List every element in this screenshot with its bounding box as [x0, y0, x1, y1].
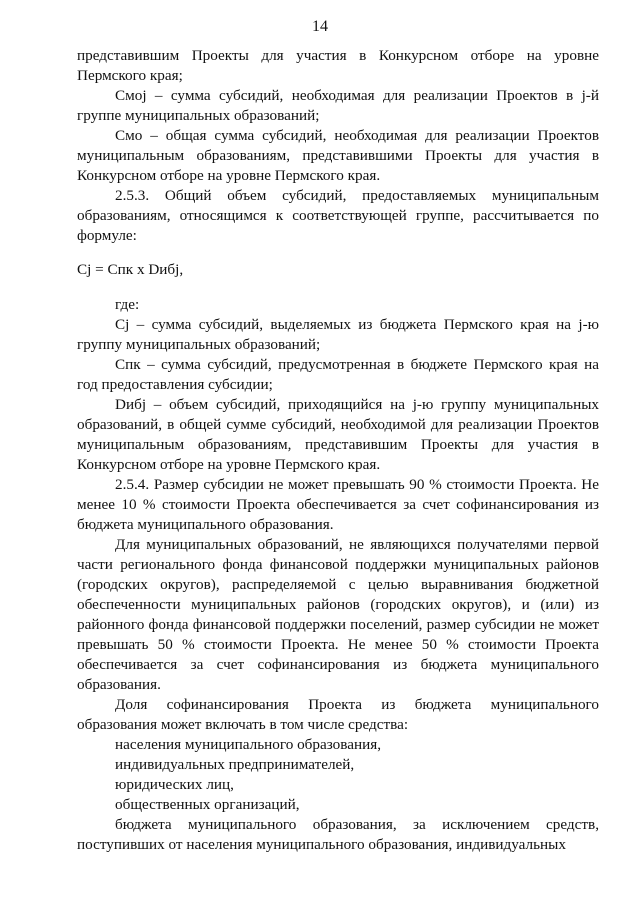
- paragraph-2-5-4: 2.5.4. Размер субсидии не может превышать 90 % стоимости Проекта. Не менее 10 % стоимости Проекта обеспечивается за счет софинансирования из бюджета муниципального образования.: [77, 476, 599, 533]
- paragraph-cofinancing-share: Доля софинансирования Проекта из бюджета муниципального образования может включать в том числе средства:: [77, 696, 599, 733]
- paragraph-smoj-definition: Смоj – сумма субсидий, необходимая для реализации Проектов в j-й группе муниципальных образований;: [77, 87, 599, 124]
- list-item-municipal-budget: бюджета муниципального образования, за исключением средств, поступивших от населения муниципального образования, индивидуальных: [77, 816, 599, 853]
- list-item-public-organizations: общественных организаций,: [115, 796, 300, 813]
- paragraph-where: где:: [115, 296, 140, 313]
- document-body: [77, 46, 599, 855]
- list-item-population: населения муниципального образования,: [115, 736, 381, 753]
- list-item-entrepreneurs: индивидуальных предпринимателей,: [115, 756, 355, 773]
- paragraph-non-recipients: Для муниципальных образований, не являющихся получателями первой части регионального фонда финансовой поддержки муниципальных районов (городских округов), распределяемой с целью выравнивания бюджетной обеспеченности муниципальных районов (городских округов), и (или) из районного фонда финансовой поддержки поселений, размер субсидии не может превышать 50 % стоимости Проекта. Не менее 50 % стоимости Проекта обеспечивается за счет софинансирования из бюджета муниципального образования.: [77, 536, 599, 693]
- list-item-legal-entities: юридических лиц,: [115, 776, 234, 793]
- paragraph-cj-definition: Cj – сумма субсидий, выделяемых из бюджета Пермского края на j-ю группу муниципальных образований;: [77, 316, 599, 353]
- paragraph-smo-definition: Смо – общая сумма субсидий, необходимая для реализации Проектов муниципальным образованиям, представившими Проекты для участия в Конкурсном отборе на уровне Пермского края.: [77, 127, 599, 184]
- page-number: 14: [312, 18, 328, 35]
- paragraph-spk-definition: Спк – сумма субсидий, предусмотренная в бюджете Пермского края на год предоставления субсидии;: [77, 356, 599, 393]
- paragraph-2-5-3: 2.5.3. Общий объем субсидий, предоставляемых муниципальным образованиям, относящимся к соответствующей группе, рассчитывается по формуле:: [77, 187, 599, 244]
- formula: Cj = Спк x Dибj,: [77, 261, 184, 278]
- paragraph-dibj-definition: Dибj – объем субсидий, приходящийся на j-ю группу муниципальных образований, в общей сумме субсидий, необходимой для реализации Проектов муниципальным образованиям, представившим Проекты для участия в Конкурсном отборе на уровне Пермского края.: [77, 396, 599, 473]
- paragraph-continuation: представившим Проекты для участия в Конкурсном отборе на уровне Пермского края;: [77, 47, 599, 84]
